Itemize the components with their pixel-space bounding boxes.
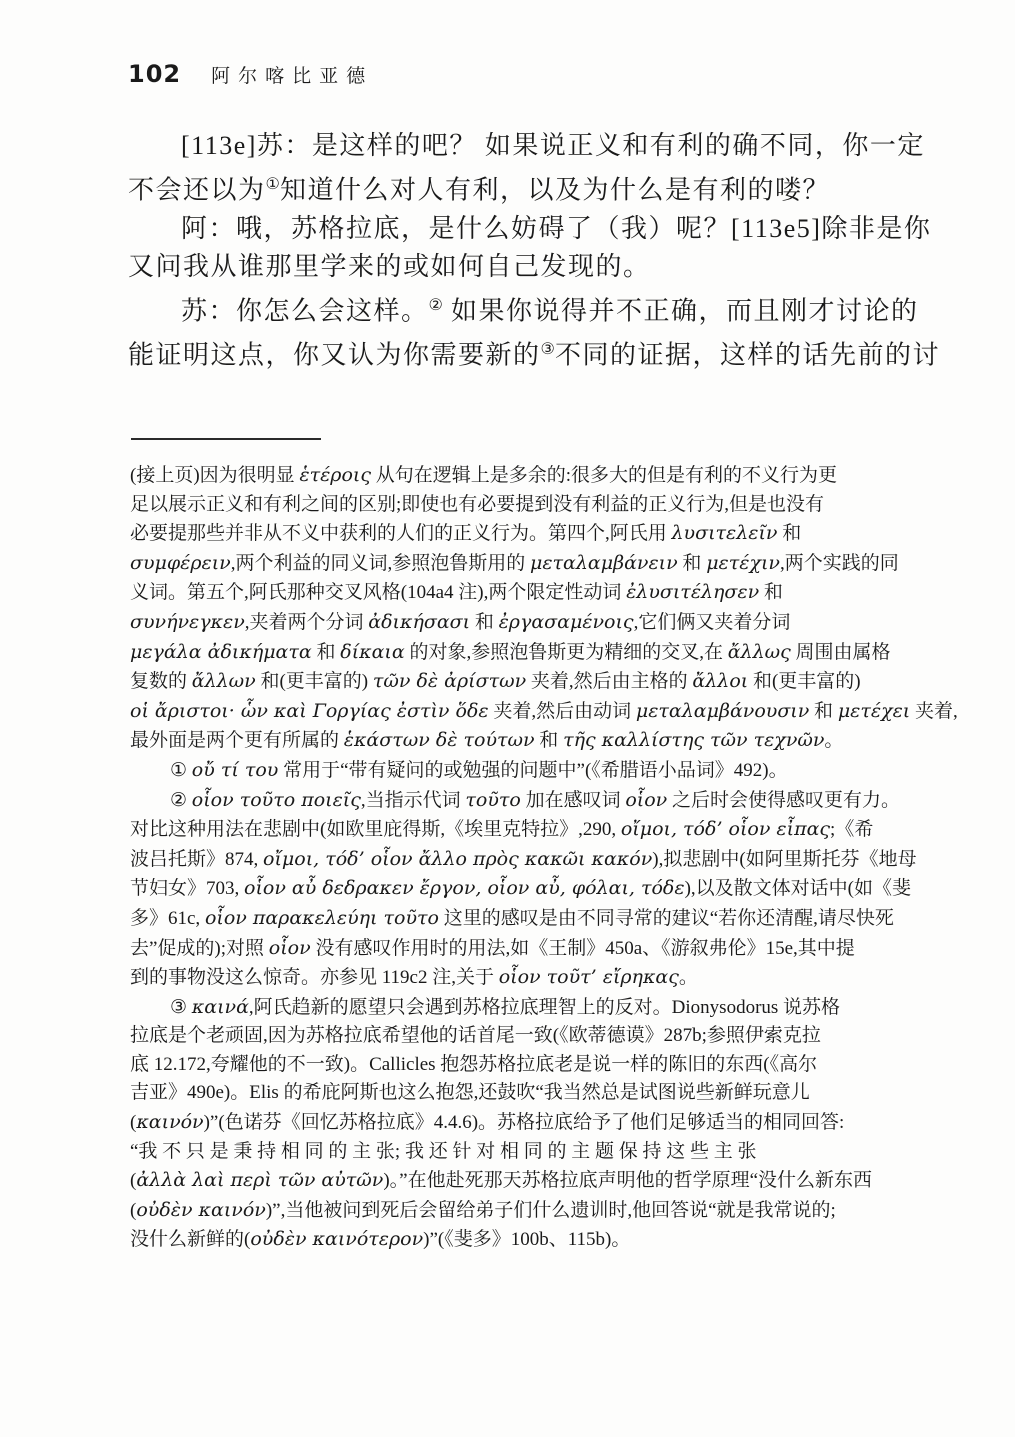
footnote-line: 义词。第五个,阿氏那种交叉风格(104a4 注),两个限定性动词 ἐλυσιτέλησεν 和: [130, 581, 783, 604]
greek-text: ἀδικήσασι: [368, 610, 471, 633]
footnote-line: 底 12.172,夸耀他的不一致)。Callicles 抱怨苏格拉底老是说一样的陈旧的东西(《高尔: [130, 1053, 818, 1075]
greek-text: οὔ τί του: [191, 758, 279, 781]
greek-text: μετέχιν: [706, 551, 780, 574]
greek-text: μεταλαμβάνειν: [530, 551, 678, 574]
greek-text: οἷον τοῦτο ποιεῖς: [191, 788, 361, 811]
footnote-line: ③ καινά,阿氏趋新的愿望只会遇到苏格拉底理智上的反对。Dionysodorus 说苏格: [170, 995, 841, 1018]
footnote-line: “我 不 只 是 秉 持 相 同 的 主 张; 我 还 针 对 相 同 的 主 题 保 持 这 些 主 张: [130, 1140, 757, 1162]
footnote-line: (οὐδὲν καινόν)”,当他被问到死后会留给弟子们什么遗训时,他回答说“就是我常说的;: [130, 1198, 836, 1221]
greek-text: τῶν δὲ ἀρίστων: [372, 670, 527, 693]
greek-text: ἑτέροις: [299, 464, 372, 486]
main-text-line: 能证明这点，你又认为你需要新的③不同的证据，这样的话先前的讨: [128, 340, 940, 370]
footnote-separator-rule: [131, 438, 321, 440]
running-title: 阿尔喀比亚德: [211, 66, 374, 87]
footnote-line: ② οἷον τοῦτο ποιεῖς,当指示代词 τοῦτο 加在感叹词 οἷον 之后时会使得感叹更有力。: [170, 788, 901, 811]
footnote-line: μεγάλα ἀδικήματα 和 δίκαια 的对象,参照泡鲁斯更为精细的交叉,在 ἄλλως 周围由属格: [130, 640, 891, 663]
footnote-line: 对比这种用法在悲剧中(如欧里庇得斯,《埃里克特拉》,290, οἴμοι, τόδ’ οἷον εἶπας;《希: [130, 818, 874, 841]
footnote-line: 到的事物没这么惊奇。亦参见 119c2 注,关于 οἷον τοῦτ’ εἴρηκας。: [130, 966, 698, 989]
greek-text: συμφέρειν: [130, 551, 231, 574]
main-text-line: 阿：哦，苏格拉底，是什么妨碍了（我）呢？[113e5]除非是你: [181, 213, 932, 243]
footnotes-block: [130, 461, 958, 1255]
main-text-line: 又问我从谁那里学来的或如何自己发现的。: [128, 252, 651, 282]
footnote-line: 足以展示正义和有利之间的区别;即使也有必要提到没有利益的正义行为,但是也没有: [130, 493, 825, 515]
greek-text: μεγάλα ἀδικήματα: [130, 640, 312, 663]
greek-text: οἷον αὖ δεδρακεν ἔργον, οἷον αὖ, φόλαι, τόδε: [244, 877, 685, 900]
greek-text: οὐδὲν καινόν: [136, 1198, 266, 1221]
greek-text: καινόν: [136, 1111, 204, 1134]
greek-text: οἷον τοῦτ’ εἴρηκας: [498, 966, 679, 989]
greek-text: ἐργασαμένοις: [498, 610, 634, 633]
main-text-block: [128, 127, 940, 376]
greek-text: οὐδὲν καινότερον: [250, 1228, 424, 1251]
greek-text: μετέχει: [837, 699, 911, 722]
greek-text: ἄλλως: [727, 640, 791, 663]
footnote-line: 复数的 ἄλλων 和(更丰富的) τῶν δὲ ἀρίστων 夹着,然后由主格的 ἄλλοι 和(更丰富的): [130, 670, 861, 693]
footnote-line: 拉底是个老顽固,因为苏格拉底希望他的话首尾一致(《欧蒂德谟》287b;参照伊索克拉: [130, 1025, 821, 1047]
page-header: [128, 60, 373, 88]
greek-text: οἷον παρακελεύηι τοῦτο: [204, 906, 439, 929]
greek-text: ἑκάστων δὲ τούτων: [343, 729, 535, 752]
footnote-line: οἱ ἄριστοι· ὧν καὶ Γοργίας ἐστὶν ὅδε 夹着,然后由动词 μεταλαμβάνουσιν 和 μετέχει 夹着,: [130, 699, 958, 722]
greek-text: τῆς καλλίστης τῶν τεχνῶν: [563, 729, 825, 752]
greek-text: οἱ ἄριστοι· ὧν καὶ Γοργίας ἐστὶν ὅδε: [130, 699, 489, 722]
footnote-line: 最外面是两个更有所属的 ἑκάστων δὲ τούτων 和 τῆς καλλίστης τῶν τεχνῶν。: [130, 729, 844, 752]
greek-text: ἀλλὰ λαὶ περὶ τῶν αὐτῶν: [136, 1169, 384, 1192]
greek-text: καινά: [191, 995, 249, 1018]
greek-text: συνήνεγκεν: [130, 610, 245, 633]
greek-text: τοῦτο: [465, 788, 521, 811]
main-text-line: [113e]苏：是这样的吧？ 如果说正义和有利的确不同，你一定: [181, 131, 925, 160]
greek-text: οἴμοι, τόδ’ οἷον εἶπας: [620, 818, 831, 841]
footnote-line: ① οὔ τί του 常用于“带有疑问的或勉强的问题中”(《希腊语小品词》492)。: [170, 758, 788, 781]
footnote-reference-marker: ①: [265, 175, 280, 193]
footnote-reference-marker: ②: [428, 297, 443, 315]
greek-text: οἴμοι, τόδ’ οἷον ἄλλο πρὸς κακῶι κακόν: [263, 847, 653, 870]
page-number: 102: [128, 60, 182, 88]
footnote-line: (καινόν)”(色诺芬《回忆苏格拉底》4.4.6)。苏格拉底给予了他们足够适当的相同回答:: [130, 1111, 845, 1134]
footnote-line: 波吕托斯》874, οἴμοι, τόδ’ οἷον ἄλλο πρὸς κακῶι κακόν),拟悲剧中(如阿里斯托芬《地母: [130, 847, 917, 870]
footnote-line: 多》61c, οἷον παρακελεύηι τοῦτο 这里的感叹是由不同寻常的建议“若你还清醒,请尽快死: [130, 906, 894, 929]
greek-text: ἄλλοι: [692, 670, 749, 693]
footnote-line: (ἀλλὰ λαὶ περὶ τῶν αὐτῶν)。”在他赴死那天苏格拉底声明他的哲学原理“没什么新东西: [130, 1169, 873, 1192]
footnote-line: 去”促成的);对照 οἷον 没有感叹作用时的用法,如《王制》450a、《游叙弗伦》15e,其中提: [130, 936, 855, 959]
greek-text: οἷον: [268, 936, 311, 959]
greek-text: δίκαια: [340, 640, 405, 663]
footnote-reference-marker: ③: [540, 341, 555, 359]
greek-text: λυσιτελεῖν: [671, 522, 778, 545]
footnote-line: (接上页)因为很明显 ἑτέροις 从句在逻辑上是多余的:很多大的但是有利的不义行为更: [130, 464, 838, 486]
footnote-line: συνήνεγκεν,夹着两个分词 ἀδικήσασι 和 ἐργασαμένοις,它们俩又夹着分词: [130, 610, 791, 633]
footnote-line: 没什么新鲜的(οὐδὲν καινότερον)”(《斐多》100b、115b)。: [130, 1228, 631, 1251]
footnote-line: 吉亚》490e)。Elis 的希庇阿斯也这么抱怨,还鼓吹“我当然总是试图说些新鲜玩意儿: [130, 1082, 810, 1104]
greek-text: ἄλλων: [191, 670, 256, 693]
main-text-line: 苏：你怎么会这样。② 如果你说得并不正确，而且刚才讨论的: [181, 296, 919, 326]
main-text-line: 不会还以为①知道什么对人有利，以及为什么是有利的喽？: [128, 175, 830, 205]
footnote-line: 节妇女》703, οἷον αὖ δεδρακεν ἔργον, οἷον αὖ, φόλαι, τόδε),以及散文体对话中(如《斐: [130, 877, 911, 900]
footnote-line: 必要提那些并非从不义中获利的人们的正义行为。第四个,阿氏用 λυσιτελεῖν 和: [130, 522, 802, 545]
footnote-line: συμφέρειν,两个利益的同义词,参照泡鲁斯用的 μεταλαμβάνειν 和 μετέχιν,两个实践的同: [130, 551, 899, 574]
greek-text: μεταλαμβάνουσιν: [635, 699, 810, 722]
greek-text: ἐλυσιτέλησεν: [626, 581, 760, 604]
greek-text: οἷον: [625, 788, 668, 811]
